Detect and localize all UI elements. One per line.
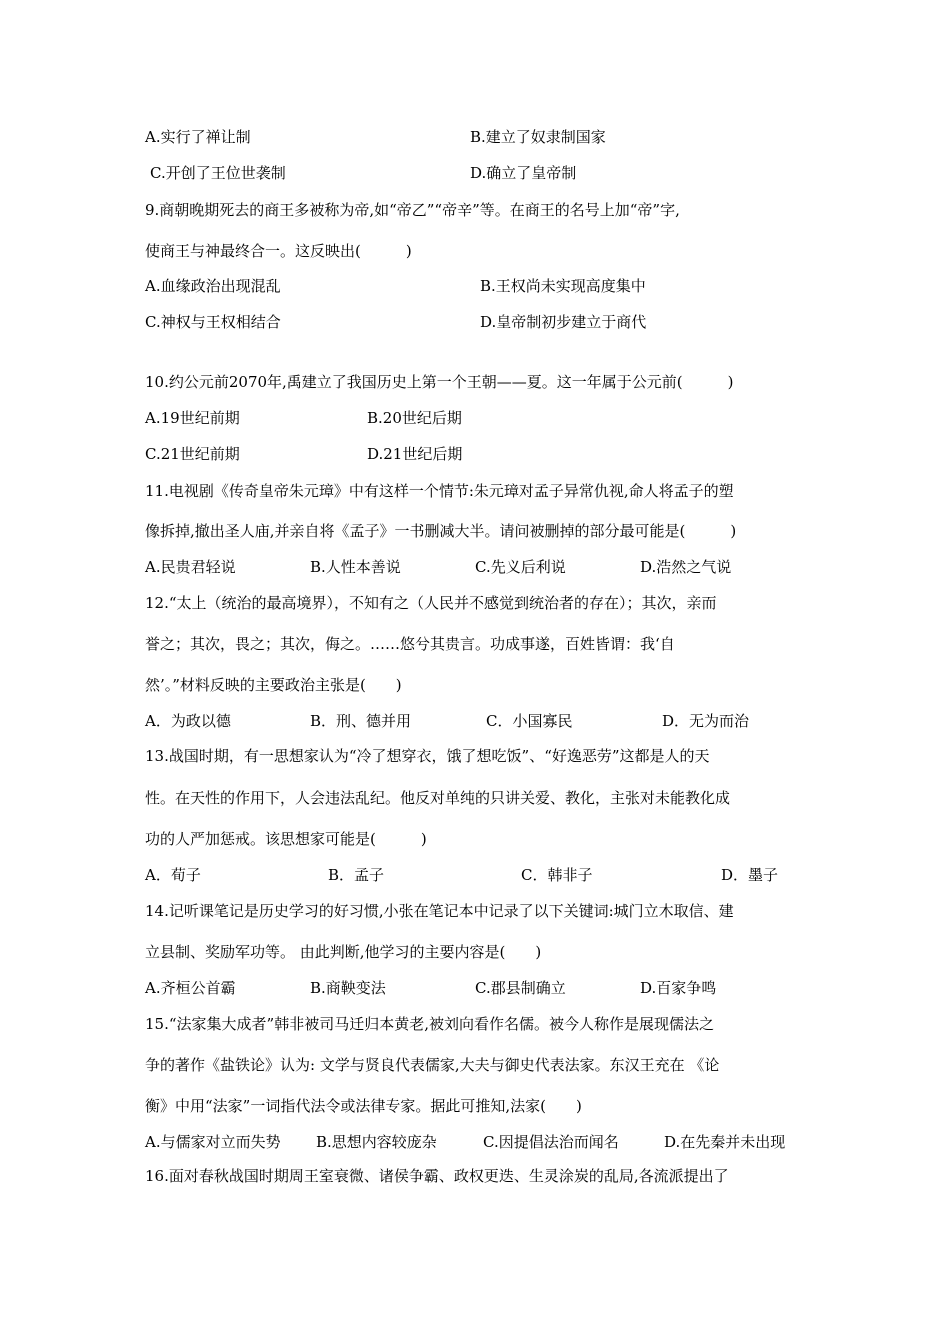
q14-option-b: B.商鞅变法: [310, 979, 386, 997]
q12-stem-line-2: 誉之；其次，畏之；其次，侮之。……悠兮其贵言。功成事遂，百姓皆谓：我‘自: [145, 635, 675, 653]
q11-option-d: D.浩然之气说: [640, 558, 732, 576]
q14-stem-line-1: 14.记听课笔记是历史学习的好习惯,小张在笔记本中记录了以下关键词:城门立木取信、建: [145, 902, 734, 920]
q12-stem-line-1: 12.“太上（统治的最高境界），不知有之（人民并不感觉到统治者的存在）；其次，亲而: [145, 594, 717, 612]
q13-option-a: A．荀子: [145, 866, 201, 884]
q10-option-d: D.21世纪后期: [367, 445, 463, 463]
q11-option-b: B.人性本善说: [310, 558, 401, 576]
q8-option-d: D.确立了皇帝制: [470, 164, 577, 182]
q10-option-b: B.20世纪后期: [367, 409, 462, 427]
q13-option-c: C．韩非子: [521, 866, 593, 884]
q15-option-b: B.思想内容较庞杂: [316, 1133, 437, 1151]
q14-stem-line-2: 立县制、奖励军功等。 由此判断,他学习的主要内容是( ): [145, 943, 542, 961]
q9-option-a: A.血缘政治出现混乱: [145, 277, 281, 295]
q10-stem-line-1: 10.约公元前2070年,禹建立了我国历史上第一个王朝——夏。这一年属于公元前( ): [145, 373, 734, 391]
q12-stem-line-3: 然’。”材料反映的主要政治主张是( ): [145, 676, 402, 694]
q13-stem-line-1: 13.战国时期，有一思想家认为“冷了想穿衣，饿了想吃饭”、“好逸恶劳”这都是人的天: [145, 747, 710, 765]
q10-option-c: C.21世纪前期: [145, 445, 240, 463]
q14-option-c: C.郡县制确立: [475, 979, 566, 997]
q16-stem-line-1: 16.面对春秋战国时期周王室衰微、诸侯争霸、政权更迭、生灵涂炭的乱局,各流派提出了: [145, 1167, 729, 1185]
q12-option-d: D．无为而治: [662, 712, 750, 730]
q15-stem-line-1: 15.“法家集大成者”韩非被司马迁归本黄老,被刘向看作名儒。被今人称作是展现儒法之: [145, 1015, 714, 1033]
q11-stem-line-1: 11.电视剧《传奇皇帝朱元璋》中有这样一个情节:朱元璋对孟子异常仇视,命人将孟子的塑: [145, 482, 734, 500]
q12-option-b: B．刑、德并用: [310, 712, 412, 730]
q13-stem-line-3: 功的人严加惩戒。该思想家可能是( ): [145, 830, 427, 848]
q11-option-c: C.先义后利说: [475, 558, 566, 576]
q8-option-c: C.开创了王位世袭制: [150, 164, 286, 182]
q10-option-a: A.19世纪前期: [145, 409, 240, 427]
q15-option-a: A.与儒家对立而失势: [145, 1133, 281, 1151]
q9-stem-line-2: 使商王与神最终合一。这反映出( ): [145, 242, 412, 260]
q14-option-d: D.百家争鸣: [640, 979, 717, 997]
q14-option-a: A.齐桓公首霸: [145, 979, 236, 997]
q15-option-d: D.在先秦并未出现: [664, 1133, 786, 1151]
q12-option-c: C．小国寡民: [486, 712, 573, 730]
q15-stem-line-3: 衡》中用“法家”一词指代法令或法律专家。据此可推知,法家( ): [145, 1097, 582, 1115]
q11-stem-line-2: 像拆掉,撤出圣人庙,并亲自将《孟子》一书删减大半。请问被删掉的部分最可能是( ): [145, 522, 737, 540]
q8-option-a: A.实行了禅让制: [145, 128, 251, 146]
q9-option-c: C.神权与王权相结合: [145, 313, 281, 331]
q11-option-a: A.民贵君轻说: [145, 558, 236, 576]
q8-option-b: B.建立了奴隶制国家: [470, 128, 606, 146]
q13-stem-line-2: 性。在天性的作用下，人会违法乱纪。他反对单纯的只讲关爱、教化，主张对未能教化成: [145, 789, 731, 807]
q13-option-d: D．墨子: [721, 866, 779, 884]
q9-option-b: B.王权尚未实现高度集中: [480, 277, 646, 295]
q15-stem-line-2: 争的著作《盐铁论》认为: 文学与贤良代表儒家,大夫与御史代表法家。东汉王充在 《论: [145, 1056, 720, 1074]
q13-option-b: B．孟子: [328, 866, 385, 884]
q15-option-c: C.因提倡法治而闻名: [483, 1133, 619, 1151]
q9-stem-line-1: 9.商朝晚期死去的商王多被称为帝,如“帝乙”“帝辛”等。在商王的名号上加“帝”字,: [145, 201, 680, 219]
q12-option-a: A．为政以德: [145, 712, 231, 730]
q9-option-d: D.皇帝制初步建立于商代: [480, 313, 647, 331]
